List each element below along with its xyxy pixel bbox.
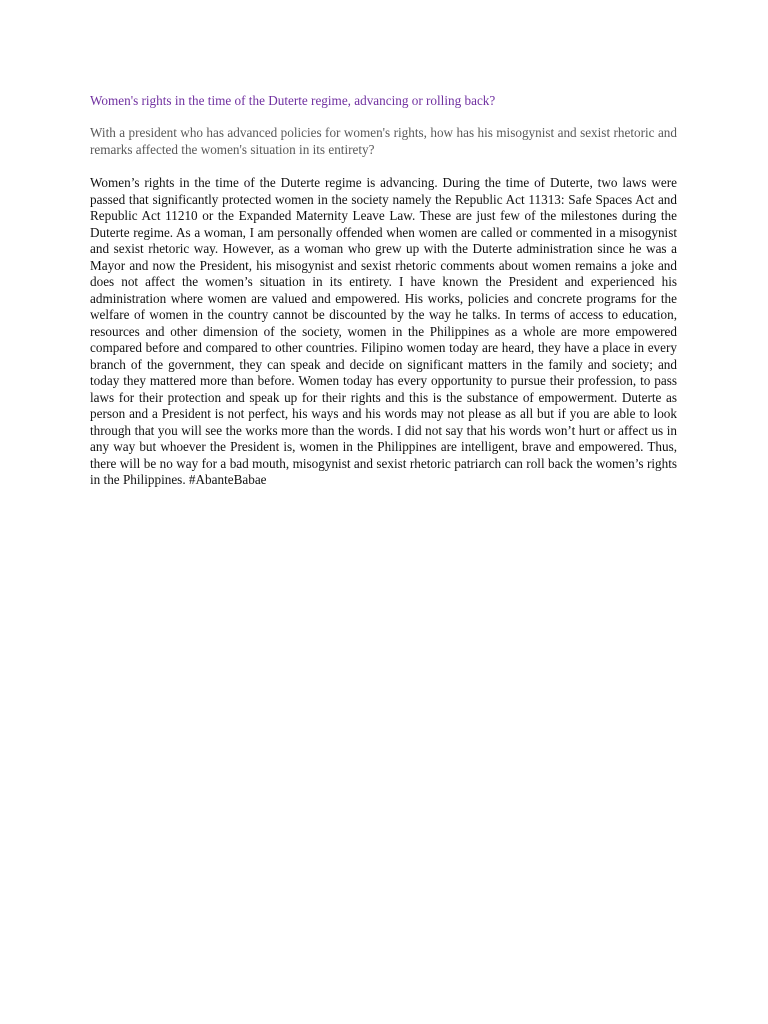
document-body: Women’s rights in the time of the Duterte regime is advancing. During the time of Duterte, two laws were passed that significantly protected women in the society namely the Republic Act 11313: Safe Spaces Act and Republic Act 11210 or the Expanded Maternity Leave Law. These are just few of the milestones during the Duterte regime. As a woman, I am personally offended when women are called or commented in a misogynist and sexist rhetoric way. However, as a woman who grew up with the Duterte administration since he was a Mayor and now the President, his misogynist and sexist rhetoric comments about women remains a joke and does not affect the women’s situation in its entirety. I have known the President and experienced his administration where women are valued and empowered. His works, policies and concrete programs for the welfare of women in the country cannot be discounted by the way he talks. In terms of access to education, resources and other dimension of the society, women in the Philippines as a whole are more empowered compared before and compared to other countries. Filipino women today are heard, they have a place in every branch of the government, they can speak and decide on significant matters in the family and society; and today they mattered more than before. Women today has every opportunity to pursue their profession, to pass laws for their protection and speak up for their rights and this is the substance of empowerment. Duterte as person and a President is not perfect, his ways and his words may not please as all but if you are able to look through that you will see the works more than the words. I did not say that his words won’t hurt or affect us in any way but whoever the President is, women in the Philippines are intelligent, brave and empowered. Thus, there will be no way for a bad mouth, misogynist and sexist rhetoric patriarch can roll back the women’s rights in the Philippines. #AbanteBabae (90, 175, 677, 487)
document-question: With a president who has advanced policies for women's rights, how has his misogynist and sexist rhetoric and remarks affected the women's situation in its entirety? (90, 125, 677, 157)
document-content (90, 92, 677, 489)
document-title: Women's rights in the time of the Duterte regime, advancing or rolling back? (90, 93, 496, 108)
